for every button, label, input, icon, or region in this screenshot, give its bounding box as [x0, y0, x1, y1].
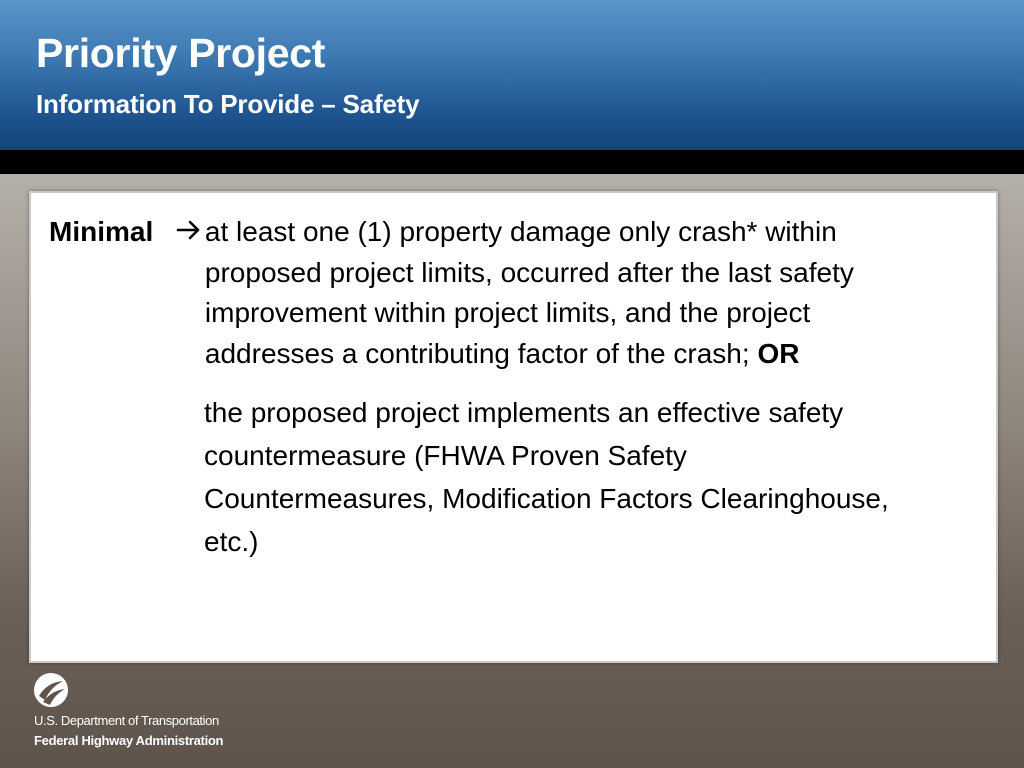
paragraph-line: proposed project limits, occurred after the last safety: [204, 256, 854, 288]
criteria-paragraph-1: [205, 212, 980, 374]
paragraph-line: the proposed project implements an effective safety: [204, 397, 844, 428]
or-emphasis: OR: [757, 337, 800, 369]
slide-subtitle: Information To Provide – Safety: [36, 89, 420, 119]
paragraph-line: at least one (1) property damage only crash* within: [204, 216, 837, 247]
paragraph-line: countermeasure (FHWA Proven Safety: [204, 440, 687, 471]
usdot-logo-icon: [33, 672, 69, 708]
paragraph-line: etc.): [204, 526, 259, 557]
content-panel: [29, 191, 998, 663]
slide-header: [0, 0, 1024, 150]
paragraph-line: improvement within project limits, and the project: [204, 297, 811, 329]
criteria-label: Minimal: [49, 216, 154, 247]
paragraph-line: Countermeasures, Modification Factors Clearinghouse,: [204, 483, 889, 514]
agency-name: U.S. Department of Transportation: [34, 713, 219, 728]
slide-title: Priority Project: [36, 30, 326, 76]
paragraph-line-with-or: [205, 334, 980, 375]
header-divider-bar: [0, 150, 1024, 174]
agency-division: Federal Highway Administration: [34, 733, 224, 748]
right-arrow-icon: [176, 217, 202, 243]
paragraph-line-text: addresses a contributing factor of the crash;: [204, 337, 758, 369]
criteria-paragraph-2: [204, 391, 984, 563]
